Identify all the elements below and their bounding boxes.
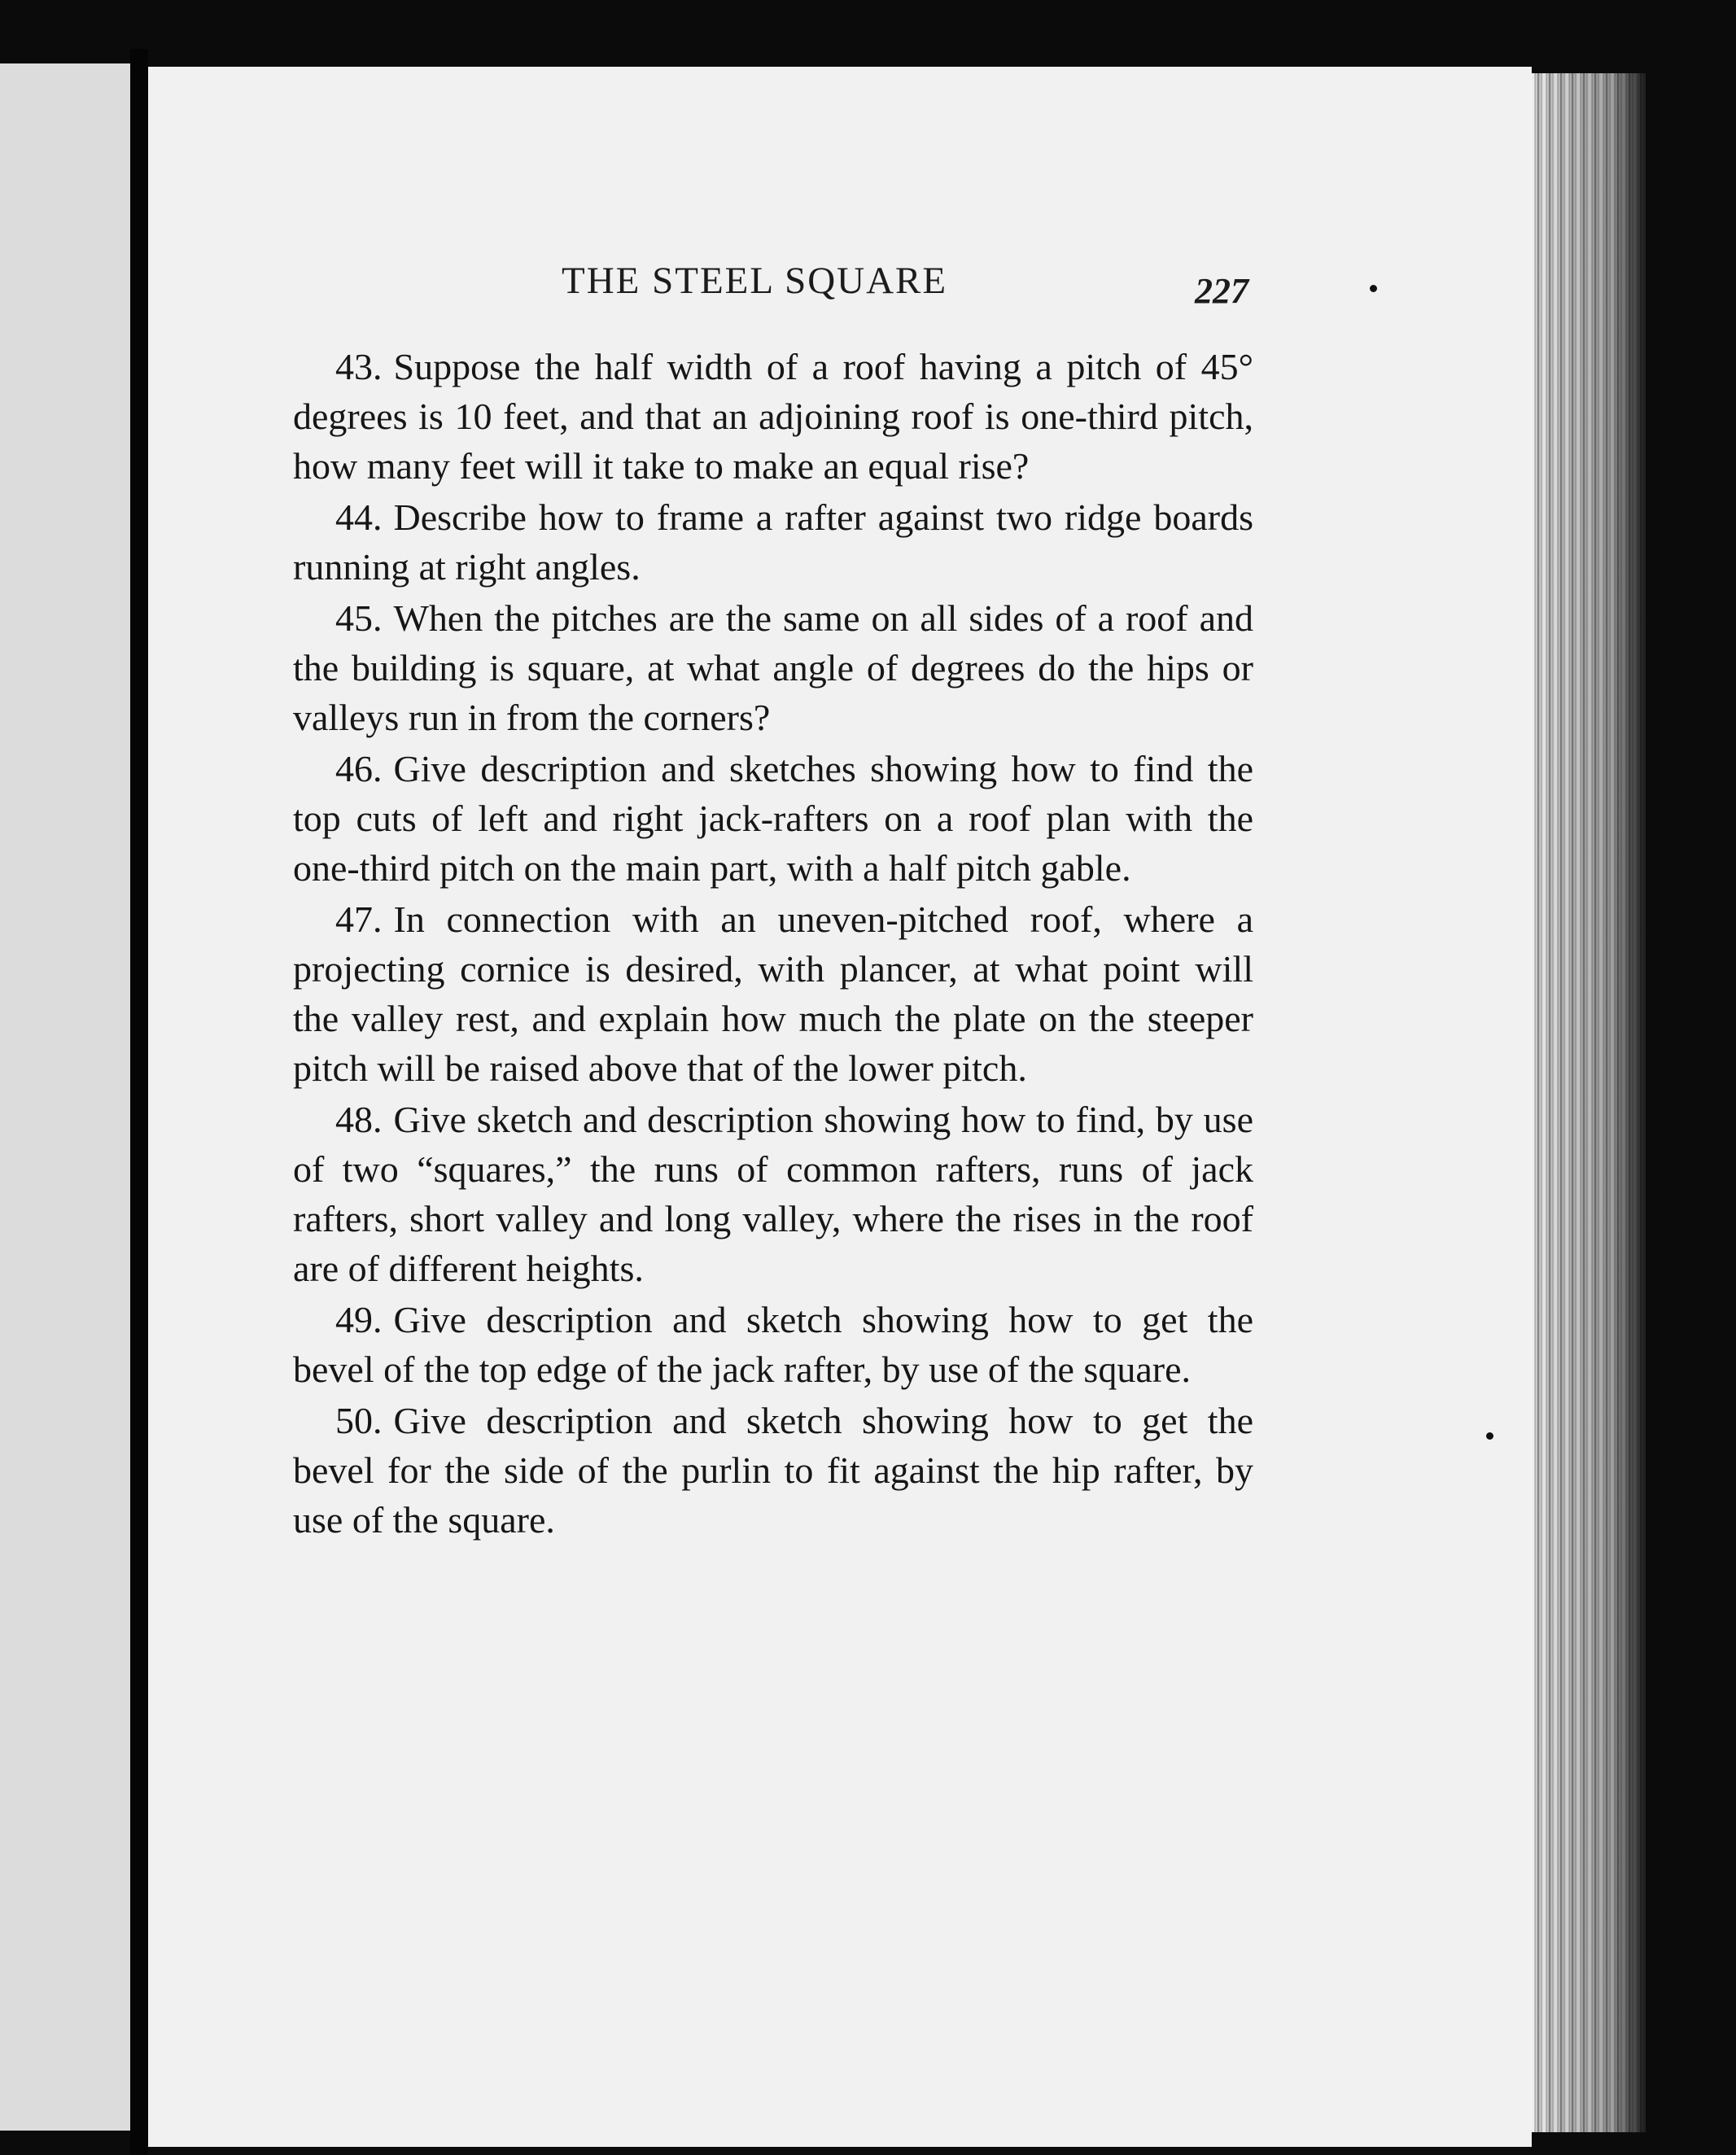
question-number: 48. xyxy=(335,1099,383,1140)
question-list xyxy=(293,342,1253,1546)
question-text: Give description and sketches showing how to find the top cuts of left and right jack-rafters on a roof plan with the one-third pitch on the main part, with a half pitch gable. xyxy=(293,748,1253,889)
question-number: 44. xyxy=(335,496,383,538)
question-text: Give description and sketch showing how to get the bevel for the side of the purlin to fit against the hip rafter, by use of the square. xyxy=(293,1400,1253,1541)
question-item xyxy=(293,894,1253,1093)
question-item xyxy=(293,744,1253,893)
question-item xyxy=(293,1295,1253,1394)
page-stack-edge xyxy=(1532,73,1646,2132)
question-text: Describe how to frame a rafter against two ridge boards running at right angles. xyxy=(293,496,1253,588)
book-gutter xyxy=(130,49,148,2155)
question-number: 50. xyxy=(335,1400,383,1441)
print-speck xyxy=(1486,1432,1493,1440)
question-item xyxy=(293,1095,1253,1293)
facing-page-margin xyxy=(0,63,130,2131)
question-item xyxy=(293,492,1253,592)
question-number: 46. xyxy=(335,748,383,789)
question-number: 47. xyxy=(335,898,383,940)
question-number: 45. xyxy=(335,597,383,639)
question-text: Suppose the half width of a roof having a pitch of 45° degrees is 10 feet, and that an adjoining roof is one-third pitch, how many feet will it take to make an equal rise? xyxy=(293,346,1253,487)
question-text: In connection with an uneven-pitched roof, where a projecting cornice is desired, with plancer, at what point will the valley rest, and explain how much the plate on the steeper pitch will be raised above that of the lower pitch. xyxy=(293,898,1253,1089)
question-number: 43. xyxy=(335,346,383,387)
question-item xyxy=(293,593,1253,742)
question-number: 49. xyxy=(335,1299,383,1340)
question-item xyxy=(293,342,1253,491)
question-text: Give sketch and description showing how to find, by use of two “squares,” the runs of common rafters, runs of jack rafters, short valley and long valley, where the rises in the roof are of different heights. xyxy=(293,1099,1253,1289)
question-item xyxy=(293,1396,1253,1545)
running-header-title: THE STEEL SQUARE xyxy=(562,260,948,302)
page-number: 227 xyxy=(1195,271,1248,311)
question-text: Give description and sketch showing how to get the bevel of the top edge of the jack rafter, by use of the square. xyxy=(293,1299,1253,1390)
print-speck xyxy=(1370,285,1377,292)
question-text: When the pitches are the same on all sides of a roof and the building is square, at what angle of degrees do the hips or valleys run in from the corners? xyxy=(293,597,1253,738)
